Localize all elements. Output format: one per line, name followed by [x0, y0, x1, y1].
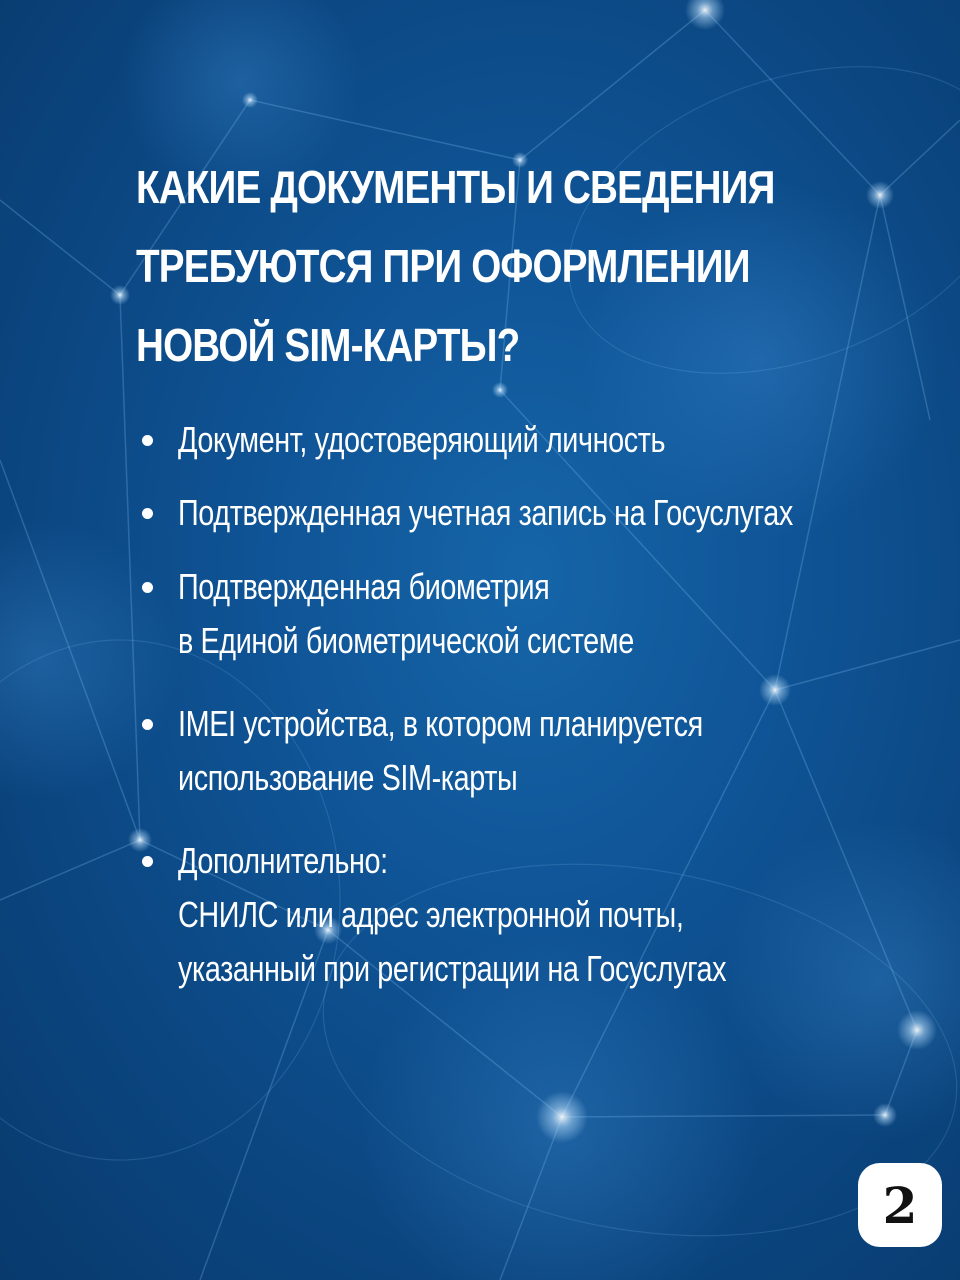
- list-item-text: использование SIM-карты: [178, 757, 518, 798]
- page-number-badge: 2: [858, 1163, 942, 1247]
- list-item-text: Дополнительно:: [178, 840, 388, 881]
- list-item-text: Подтвержденная учетная запись на Госуслугах: [178, 492, 793, 533]
- list-item-text: Подтвержденная биометрия: [178, 566, 550, 607]
- page-title: [136, 148, 774, 385]
- bullet-icon: [142, 719, 153, 730]
- title-line-3: НОВОЙ SIM-КАРТЫ?: [136, 319, 520, 371]
- bullet-icon: [142, 582, 153, 593]
- list-item-text: Документ, удостоверяющий личность: [178, 419, 666, 460]
- list-item-text: указанный при регистрации на Госуслугах: [178, 948, 727, 989]
- title-line-2: ТРЕБУЮТСЯ ПРИ ОФОРМЛЕНИИ: [136, 240, 750, 292]
- bullet-icon: [142, 856, 153, 867]
- bullet-icon: [142, 435, 153, 446]
- bullet-icon: [142, 508, 153, 519]
- title-line-1: КАКИЕ ДОКУМЕНТЫ И СВЕДЕНИЯ: [136, 161, 775, 213]
- list-item-text: в Единой биометрической системе: [178, 620, 634, 661]
- list-item-text: IMEI устройства, в котором планируется: [178, 703, 703, 744]
- list-item-text: СНИЛС или адрес электронной почты,: [178, 894, 684, 935]
